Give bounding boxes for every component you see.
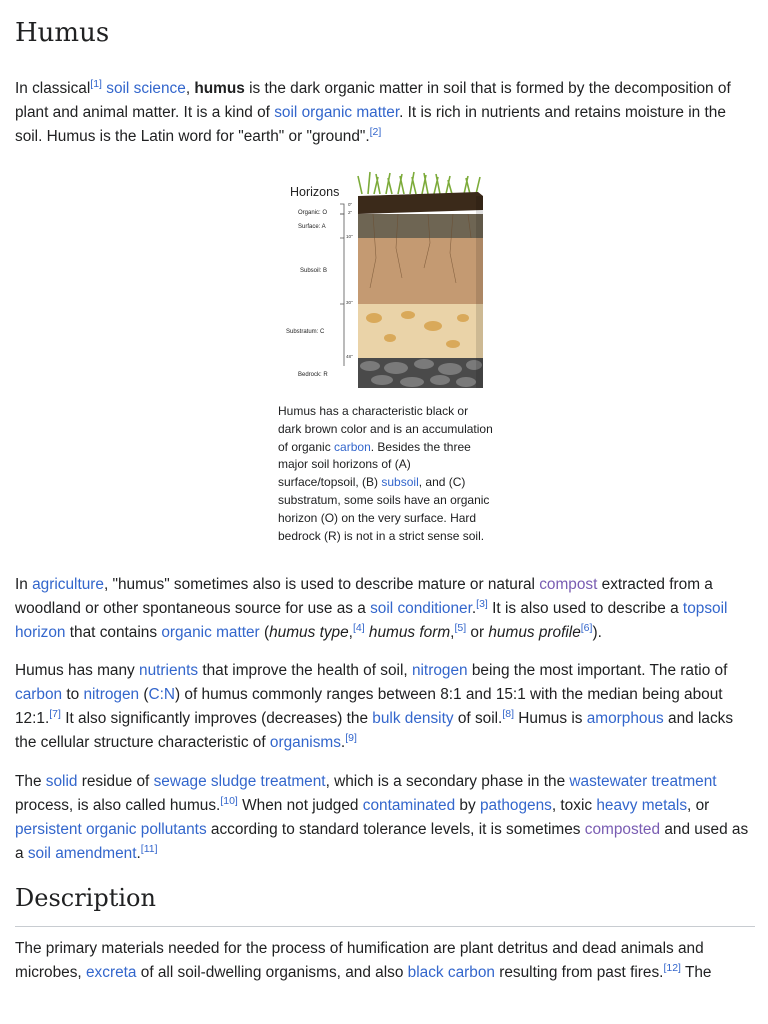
label-substratum: Substratum: C (286, 329, 325, 335)
figure-caption: Humus has a characteristic black or dark brown color and is an accumulation of organic carbon. Besides the three major soil horizons of (A) surface/topsoil, (B) subsoil, and (C) substratum, some soils have an organic horizon (O) on the very surface. Hard bedrock (R) is not in a strict sense soil. (278, 404, 493, 543)
link-nutrients[interactable]: nutrients (139, 662, 199, 679)
paragraph-sewage: The solid residue of sewage sludge treatment, which is a secondary phase in the wastewater treatment process, is also called humus.[10] When not judged contaminated by pathogens, toxic heavy metals, or persistent organic pollutants according to standard tolerance levels, it is sometimes composted and used as a soil amendment.[11] (15, 773, 749, 862)
label-organic: Organic: O (298, 210, 328, 216)
paragraph-description: The primary materials needed for the process of humification are plant detritus and dead animals and microbes, excreta of all soil-dwelling organisms, and also black carbon resulting from past fires.[12] The (15, 940, 712, 981)
ref-8[interactable]: [8] (502, 707, 515, 720)
link-compost[interactable]: compost (539, 576, 598, 593)
ref-2[interactable]: [2] (369, 125, 382, 138)
link-sewage-sludge-treatment[interactable]: sewage sludge treatment (153, 773, 326, 790)
link-heavy-metals[interactable]: heavy metals (596, 797, 688, 814)
link-wastewater-treatment[interactable]: wastewater treatment (569, 773, 717, 790)
section-divider (15, 926, 755, 927)
svg-text:10": 10" (346, 234, 353, 239)
link-carbon[interactable]: carbon (15, 686, 63, 703)
paragraph-nutrients: Humus has many nutrients that improve the health of soil, nitrogen being the most important. The ratio of carbon to nitrogen (C:N) of humus commonly ranges between 8:1 and 15:1 with the median being about 12:1.[7] It also significantly improves (decreases) the bulk density of soil.[8] Humus is amorphous and lacks the cellular structure characteristic of organisms.[9] (15, 662, 734, 751)
link-nitrogen[interactable]: nitrogen (411, 662, 468, 679)
link-organic-matter[interactable]: organic matter (161, 624, 260, 641)
link-topsoil-horizon[interactable]: topsoil horizon (15, 600, 728, 641)
label-subsoil: Subsoil: B (300, 268, 328, 274)
link-composted[interactable]: composted (584, 821, 661, 838)
link-nitrogen-2[interactable]: nitrogen (83, 686, 140, 703)
link-pathogens[interactable]: pathogens (479, 797, 552, 814)
svg-text:2": 2" (348, 210, 353, 215)
ref-3[interactable]: [3] (476, 597, 488, 610)
link-amorphous[interactable]: amorphous (586, 710, 664, 727)
ref-10[interactable]: [10] (220, 794, 238, 807)
link-solid[interactable]: solid (45, 773, 78, 790)
ref-6[interactable]: [6] (580, 621, 593, 634)
link-soil-amendment[interactable]: soil amendment (27, 845, 137, 862)
ref-5[interactable]: [5] (454, 621, 467, 634)
link-agriculture[interactable]: agriculture (32, 576, 104, 593)
link-organisms[interactable]: organisms (269, 734, 341, 751)
ref-12[interactable]: [12] (663, 961, 681, 974)
link-carbon-caption[interactable]: carbon (334, 439, 371, 454)
ref-7[interactable]: [7] (49, 707, 61, 720)
paragraph-intro: In classical[1] soil science, humus is the dark organic matter in soil that is formed by the decomposition of plant and animal matter. It is a kind of soil organic matter. It is rich in nutrients and retains moisture in the soil. Humus is the Latin word for "earth" or "ground".[2] (15, 77, 731, 145)
link-soil-science[interactable]: soil science (106, 80, 186, 97)
section-heading-description: Description (15, 884, 156, 912)
link-excreta[interactable]: excreta (86, 964, 137, 981)
svg-text:30": 30" (346, 300, 353, 305)
page-title: Humus (15, 18, 110, 48)
ref-4[interactable]: [4] (352, 621, 365, 634)
paragraph-agriculture: In agriculture, "humus" sometimes also is used to describe mature or natural compost extracted from a woodland or other spontaneous source for use as a soil conditioner.[3] It is also used to describe a topsoil horizon that contains organic matter (humus type,[4] humus form,[5] or humus profile[6]). (15, 576, 728, 641)
soil-horizons-image (278, 168, 493, 393)
link-contaminated[interactable]: contaminated (362, 797, 456, 814)
ref-11[interactable]: [11] (140, 842, 158, 855)
link-cn-ratio[interactable]: C:N (148, 686, 175, 703)
svg-text:0": 0" (348, 202, 353, 207)
svg-text:48": 48" (346, 354, 353, 359)
ref-9[interactable]: [9] (345, 731, 357, 744)
label-surface: Surface: A (298, 224, 326, 230)
link-subsoil[interactable]: subsoil (381, 475, 419, 490)
soil-horizons-figure[interactable] (278, 168, 493, 398)
ref-1[interactable]: [1] (90, 77, 102, 90)
link-persistent-organic-pollutants[interactable]: persistent organic pollutants (15, 821, 207, 838)
link-soil-organic-matter[interactable]: soil organic matter (274, 104, 400, 121)
link-bulk-density[interactable]: bulk density (372, 710, 454, 727)
link-soil-conditioner[interactable]: soil conditioner (370, 600, 472, 617)
label-bedrock: Bedrock: R (298, 372, 328, 378)
svg-text:Horizons: Horizons (290, 185, 340, 199)
link-black-carbon[interactable]: black carbon (407, 964, 495, 981)
